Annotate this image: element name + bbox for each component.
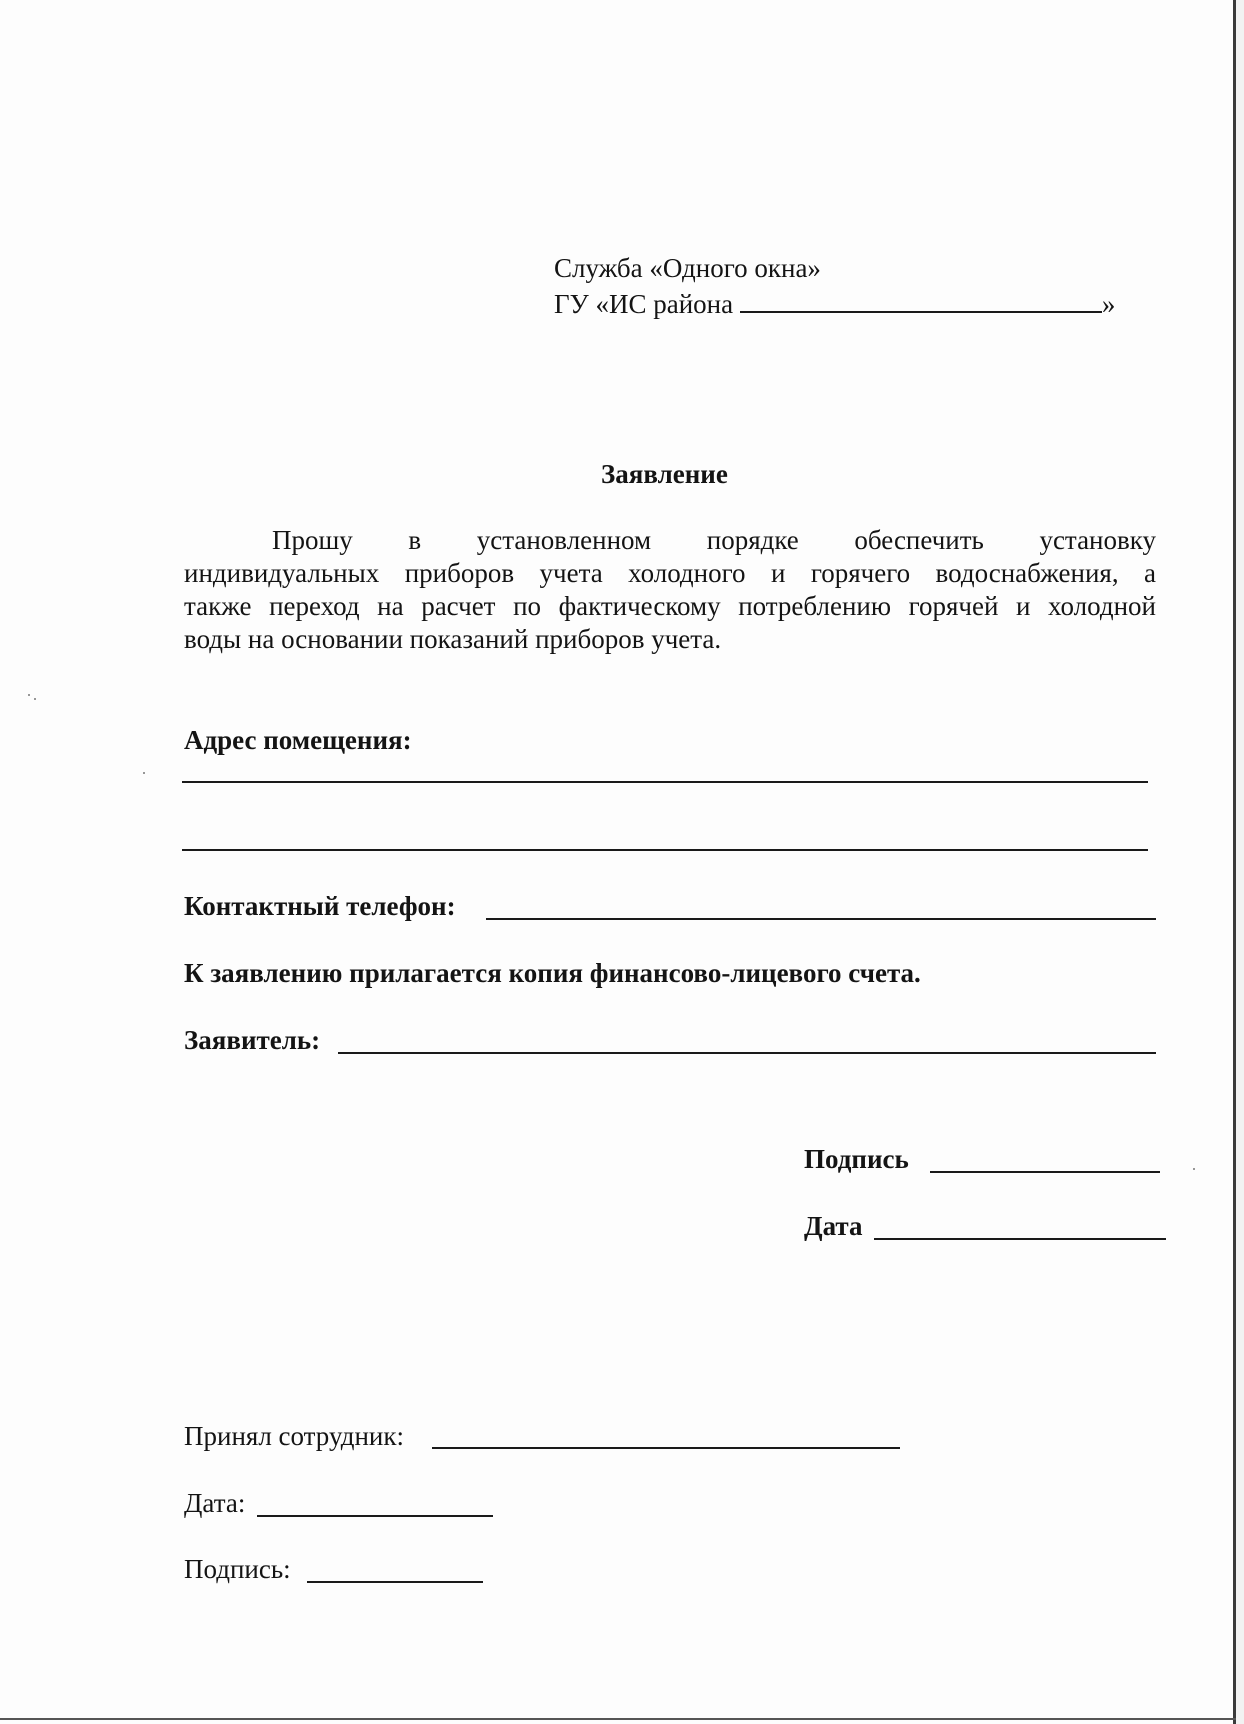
paragraph-line-1 bbox=[184, 524, 1156, 557]
signature-label bbox=[804, 1143, 909, 1175]
word: установку bbox=[1039, 525, 1156, 555]
word: обеспечить bbox=[854, 525, 984, 555]
staff-signature-blank-line[interactable] bbox=[307, 1581, 483, 1583]
staff-signature-label bbox=[184, 1553, 291, 1585]
request-paragraph bbox=[184, 524, 1156, 656]
word: порядке bbox=[706, 525, 799, 555]
word: установленном bbox=[476, 525, 652, 555]
applicant-label-text: Заявитель: bbox=[184, 1025, 321, 1055]
word: Прошу bbox=[272, 525, 353, 555]
attachment-note bbox=[184, 957, 921, 989]
scan-edge-bottom bbox=[0, 1718, 1236, 1720]
scan-speck bbox=[1193, 1168, 1195, 1170]
staff-date-label-text: Дата: bbox=[184, 1488, 246, 1518]
received-by-label bbox=[184, 1420, 404, 1452]
date-label bbox=[804, 1210, 862, 1242]
address-blank-line-1[interactable] bbox=[182, 781, 1148, 783]
scan-speck bbox=[143, 772, 145, 774]
phone-label-text: Контактный телефон: bbox=[184, 891, 456, 921]
phone-label bbox=[184, 890, 456, 922]
addressee-institution-close-quote: » bbox=[1101, 289, 1116, 319]
word: в bbox=[408, 525, 422, 555]
staff-date-label bbox=[184, 1487, 245, 1519]
received-by-blank-line[interactable] bbox=[432, 1447, 900, 1449]
scan-speck bbox=[34, 698, 36, 700]
staff-date-blank-line[interactable] bbox=[257, 1515, 493, 1517]
scan-speck bbox=[28, 694, 30, 696]
district-blank-line[interactable] bbox=[740, 285, 1102, 313]
paragraph-line-4: воды на основании показаний приборов учета. bbox=[184, 624, 722, 654]
attachment-note-text: К заявлению прилагается копия финансово-лицевого счета. bbox=[184, 958, 921, 988]
signature-label-text: Подпись bbox=[804, 1144, 909, 1174]
received-by-label-text: Принял сотрудник: bbox=[184, 1421, 404, 1451]
document-title bbox=[601, 458, 728, 490]
addressee-institution bbox=[554, 285, 1115, 320]
date-label-text: Дата bbox=[804, 1211, 863, 1241]
scan-edge-shadow bbox=[1236, 0, 1244, 1724]
staff-signature-label-text: Подпись: bbox=[184, 1554, 291, 1584]
paragraph-line-3: также переход на расчет по фактическому потреблению горячей и холодной bbox=[184, 591, 1156, 621]
signature-blank-line[interactable] bbox=[930, 1171, 1160, 1173]
paragraph-line-2: индивидуальных приборов учета холодного и горячего водоснабжения, а bbox=[184, 558, 1156, 588]
applicant-label bbox=[184, 1024, 320, 1056]
date-blank-line[interactable] bbox=[874, 1238, 1166, 1240]
addressee-institution-text: ГУ «ИС района bbox=[554, 289, 734, 319]
address-blank-line-2[interactable] bbox=[182, 849, 1148, 851]
applicant-blank-line[interactable] bbox=[338, 1052, 1156, 1054]
addressee-service-text: Служба «Одного окна» bbox=[554, 253, 821, 283]
document-title-text: Заявление bbox=[601, 459, 728, 489]
phone-blank-line[interactable] bbox=[486, 918, 1156, 920]
scan-edge-right bbox=[1233, 0, 1236, 1724]
address-label-text: Адрес помещения: bbox=[184, 725, 412, 755]
addressee-service bbox=[554, 252, 821, 284]
address-label bbox=[184, 724, 412, 756]
